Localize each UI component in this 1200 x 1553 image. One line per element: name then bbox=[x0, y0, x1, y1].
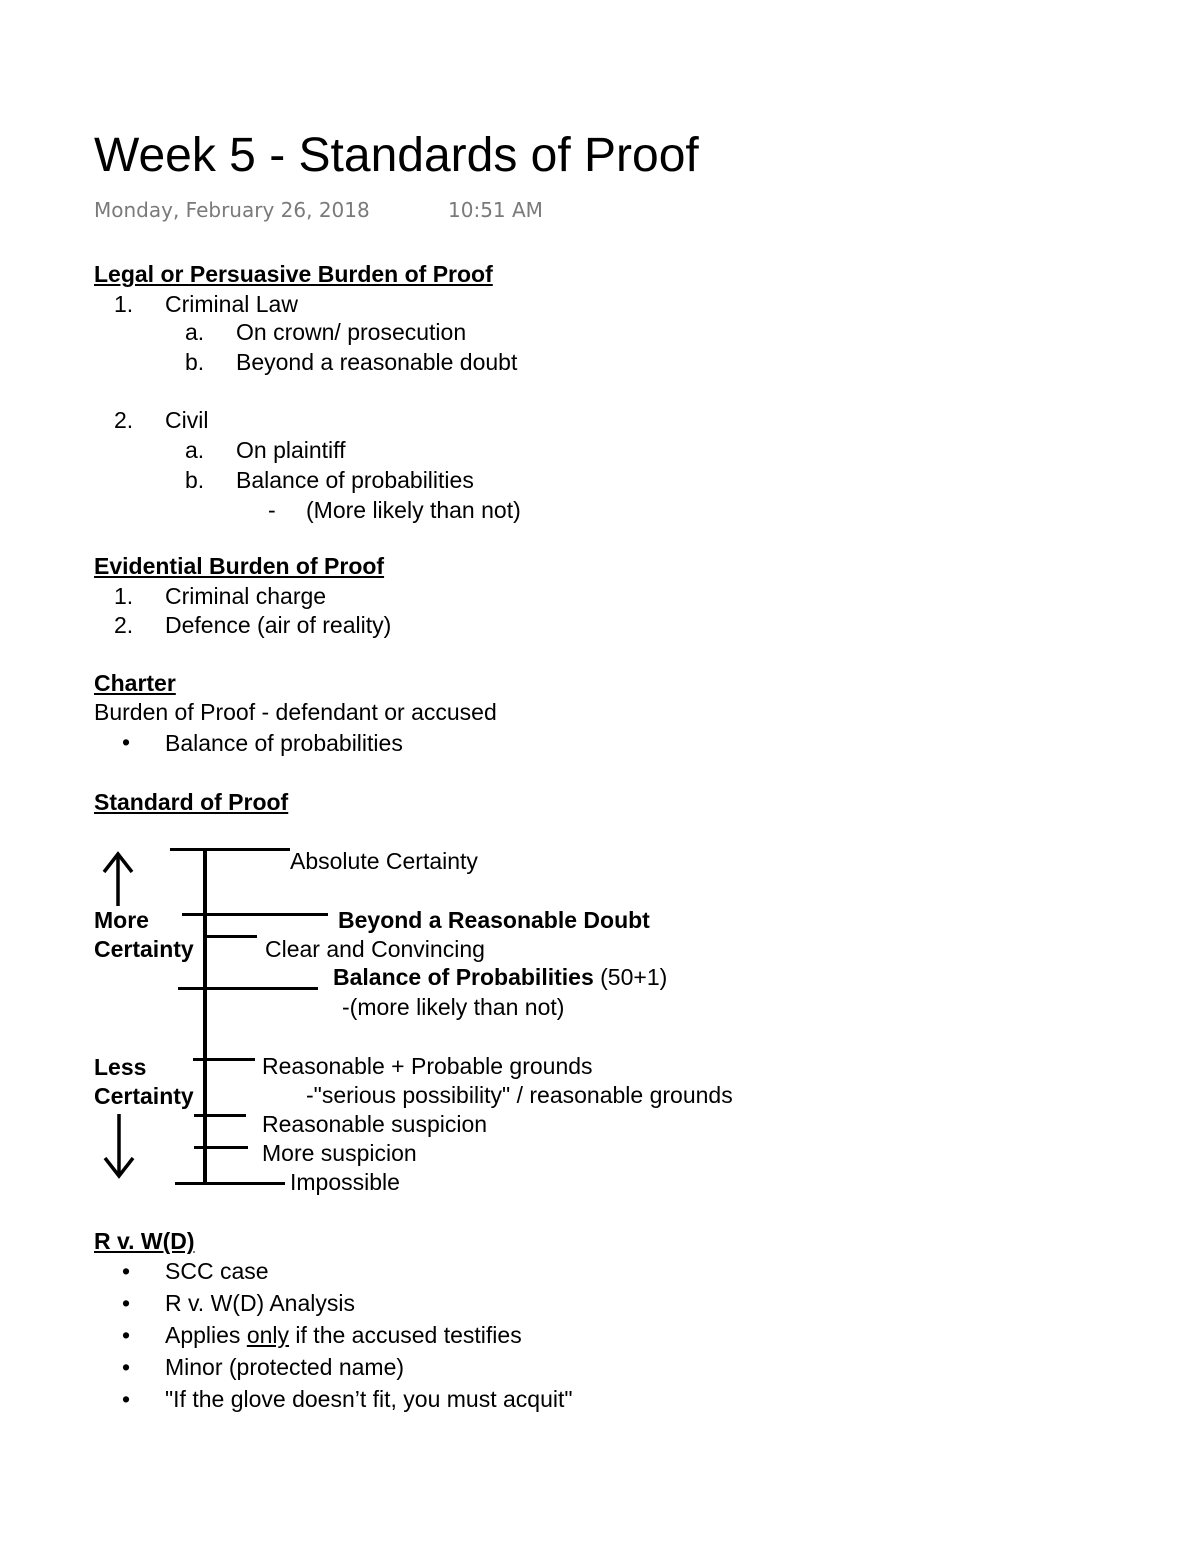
wd-bullet-4: • bbox=[122, 1354, 131, 1380]
legal-item-1-label: Criminal Law bbox=[165, 291, 298, 317]
wd-item-3-pre: Applies bbox=[165, 1322, 247, 1348]
legal-item-2a-text: On plaintiff bbox=[236, 437, 346, 463]
scale-tick-brd bbox=[182, 913, 328, 916]
wd-item-5: "If the glove doesn’t fit, you must acquit" bbox=[165, 1386, 573, 1412]
evidential-item-2-text: Defence (air of reality) bbox=[165, 612, 392, 638]
more-certainty-label-2: Certainty bbox=[94, 936, 194, 962]
wd-item-2: R v. W(D) Analysis bbox=[165, 1290, 355, 1316]
legal-item-1-num: 1. bbox=[114, 291, 134, 317]
scale-tick-absolute bbox=[170, 848, 290, 851]
legal-item-1b-text: Beyond a reasonable doubt bbox=[236, 349, 518, 375]
legal-item-1a-text: On crown/ prosecution bbox=[236, 319, 467, 345]
wd-item-4: Minor (protected name) bbox=[165, 1354, 405, 1380]
wd-item-3-only: only bbox=[246, 1322, 290, 1348]
less-certainty-label-1: Less bbox=[94, 1054, 147, 1080]
legal-item-1b-mark: b. bbox=[185, 349, 205, 375]
scale-axis bbox=[203, 848, 207, 1184]
arrow-up-icon bbox=[100, 850, 136, 908]
evidential-item-1-num: 1. bbox=[114, 583, 134, 609]
charter-heading: Charter bbox=[94, 670, 176, 696]
legal-item-2a-mark: a. bbox=[185, 437, 205, 463]
scale-tick-clear bbox=[205, 935, 257, 938]
level-bop-note: -(more likely than not) bbox=[342, 994, 565, 1020]
charter-line: Burden of Proof - defendant or accused bbox=[94, 699, 497, 725]
less-certainty-label-2: Certainty bbox=[94, 1083, 194, 1109]
wd-item-1: SCC case bbox=[165, 1258, 269, 1284]
level-bop-suffix: (50+1) bbox=[593, 964, 668, 990]
page-title: Week 5 - Standards of Proof bbox=[94, 129, 699, 182]
level-bop-row bbox=[333, 963, 667, 991]
evidential-item-2-num: 2. bbox=[114, 612, 134, 638]
legal-item-2b-text: Balance of probabilities bbox=[236, 467, 474, 493]
arrow-down-icon bbox=[101, 1112, 137, 1180]
scale-tick-bop bbox=[178, 987, 318, 990]
wd-bullet-5: • bbox=[122, 1386, 131, 1412]
level-absolute: Absolute Certainty bbox=[290, 848, 478, 874]
wd-item-3 bbox=[165, 1321, 522, 1349]
evidential-item-1-text: Criminal charge bbox=[165, 583, 327, 609]
wd-bullet-3: • bbox=[122, 1322, 131, 1348]
charter-bullet: • bbox=[122, 729, 131, 755]
more-certainty-label-1: More bbox=[94, 907, 149, 933]
legal-item-1a-mark: a. bbox=[185, 319, 205, 345]
legal-item-2-dash-text: (More likely than not) bbox=[306, 497, 521, 523]
scale-tick-rpg bbox=[193, 1058, 255, 1061]
level-imp: Impossible bbox=[290, 1169, 400, 1195]
scale-tick-ms bbox=[194, 1146, 248, 1149]
note-time: 10:51 AM bbox=[448, 198, 543, 222]
level-bop: Balance of Probabilities bbox=[333, 964, 594, 990]
scale-tick-imp bbox=[175, 1182, 285, 1185]
evidential-heading: Evidential Burden of Proof bbox=[94, 553, 385, 579]
level-clear: Clear and Convincing bbox=[265, 936, 485, 962]
legal-item-2-dash-mark: - bbox=[268, 497, 276, 523]
wd-bullet-1: • bbox=[122, 1258, 131, 1284]
scale-tick-rs bbox=[194, 1114, 246, 1117]
legal-item-2-num: 2. bbox=[114, 407, 134, 433]
wd-heading: R v. W(D) bbox=[94, 1228, 195, 1254]
wd-bullet-2: • bbox=[122, 1290, 131, 1316]
level-rpg-note: -"serious possibility" / reasonable grounds bbox=[306, 1082, 733, 1108]
level-ms: More suspicion bbox=[262, 1140, 417, 1166]
level-brd: Beyond a Reasonable Doubt bbox=[338, 907, 650, 933]
wd-item-3-post: if the accused testifies bbox=[289, 1322, 522, 1348]
legal-heading: Legal or Persuasive Burden of Proof bbox=[94, 261, 493, 287]
note-date: Monday, February 26, 2018 bbox=[94, 198, 370, 222]
standard-heading: Standard of Proof bbox=[94, 789, 289, 815]
legal-item-2-label: Civil bbox=[165, 407, 209, 433]
level-rs: Reasonable suspicion bbox=[262, 1111, 488, 1137]
charter-bullet-text: Balance of probabilities bbox=[165, 730, 403, 756]
legal-item-2b-mark: b. bbox=[185, 467, 205, 493]
level-rpg: Reasonable + Probable grounds bbox=[262, 1053, 593, 1079]
